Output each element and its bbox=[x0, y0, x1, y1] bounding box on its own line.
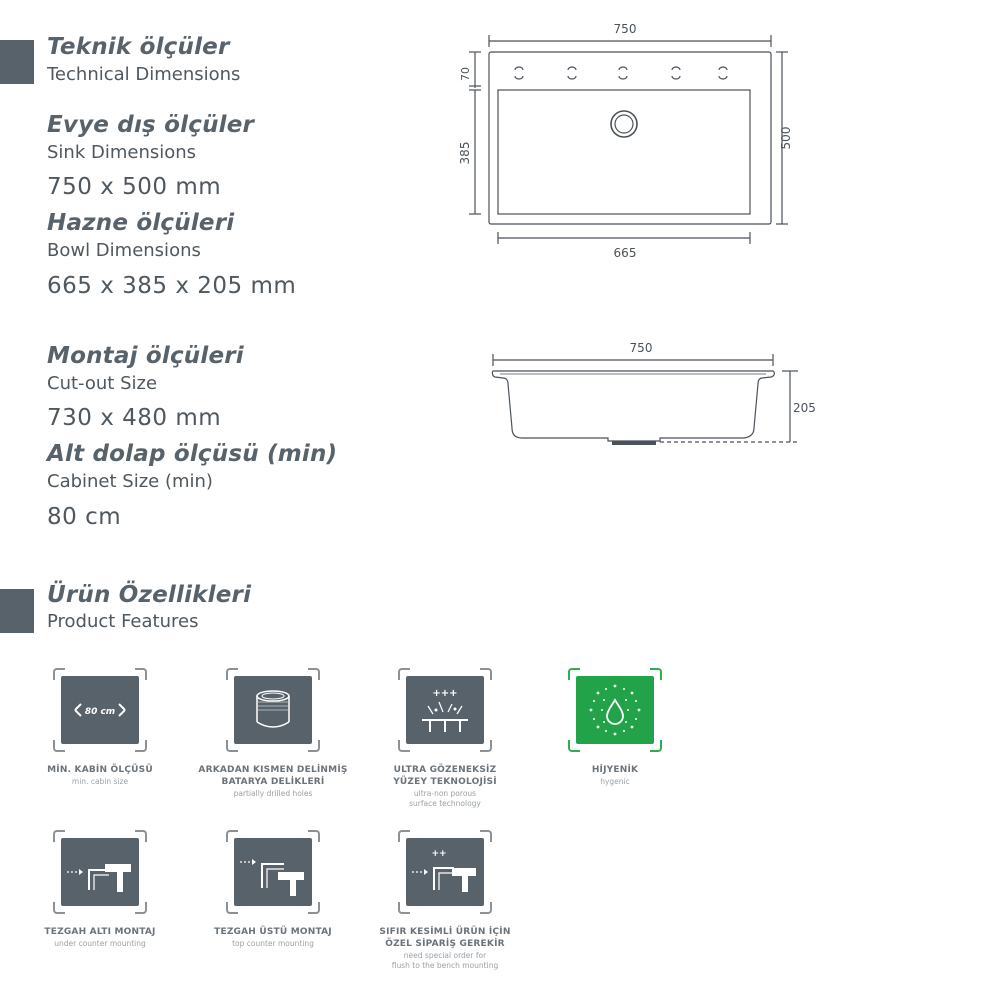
flush-mount-icon bbox=[406, 838, 484, 906]
features-subtitle: Product Features bbox=[47, 611, 199, 632]
feature-title: ARKADAN KISMEN DELİNMİŞ bbox=[198, 765, 348, 775]
sink-outline bbox=[489, 52, 771, 224]
feature-title: TEZGAH ÜSTÜ MONTAJ bbox=[214, 927, 332, 937]
feature-subtitle-line2: flush to the bench mounting bbox=[391, 961, 499, 970]
dim-side-width: 750 bbox=[629, 341, 653, 355]
sink-subtitle: Sink Dimensions bbox=[47, 142, 197, 163]
feature-title: TEZGAH ALTI MONTAJ bbox=[44, 927, 156, 937]
feature-title: HİJYENİK bbox=[591, 765, 639, 775]
dim-bowl-width: 665 bbox=[613, 246, 637, 260]
cutout-subtitle: Cut-out Size bbox=[47, 373, 158, 394]
cutout-title: Montaj ölçüleri bbox=[47, 343, 244, 369]
cutout-value: 730 x 480 mm bbox=[47, 405, 222, 431]
bowl-value: 665 x 385 x 205 mm bbox=[47, 273, 297, 299]
technical-subtitle: Technical Dimensions bbox=[47, 64, 241, 85]
cabinet-value: 80 cm bbox=[47, 504, 122, 530]
feature-title: SIFIR KESİMLİ ÜRÜN İÇİN bbox=[379, 927, 511, 937]
dim-top-width: 750 bbox=[613, 22, 637, 36]
feature-subtitle: partially drilled holes bbox=[233, 789, 313, 798]
feature-title: MİN. KABİN ÖLÇÜSÜ bbox=[47, 765, 153, 775]
cabinet-width-icon-text: 80 cm bbox=[84, 707, 116, 717]
bowl-title: Hazne ölçüleri bbox=[47, 210, 235, 236]
dim-height: 500 bbox=[779, 126, 793, 150]
sink-value: 750 x 500 mm bbox=[47, 174, 222, 200]
drain-inner bbox=[615, 115, 633, 133]
sink-side-view-drawing bbox=[492, 354, 798, 445]
feature-subtitle: top counter mounting bbox=[232, 939, 314, 948]
technical-title: Teknik ölçüler bbox=[47, 34, 230, 60]
dim-bowl-height: 385 bbox=[458, 141, 472, 165]
feature-subtitle: hygenic bbox=[600, 777, 630, 786]
cabinet-title: Alt dolap ölçüsü (min) bbox=[47, 441, 338, 467]
top-counter-icon bbox=[234, 838, 312, 906]
feature-subtitle: need special order for bbox=[403, 951, 487, 960]
dim-depth: 205 bbox=[793, 401, 816, 415]
under-counter-icon bbox=[61, 838, 139, 906]
feature-subtitle-line2: surface technology bbox=[409, 799, 481, 808]
sink-title: Evye dış ölçüler bbox=[47, 112, 255, 138]
cabinet-width-icon bbox=[61, 676, 139, 744]
features-title: Ürün Özellikleri bbox=[47, 582, 252, 608]
cabinet-subtitle: Cabinet Size (min) bbox=[47, 471, 213, 492]
dim-margin: 70 bbox=[459, 67, 472, 81]
feature-title-line2: YÜZEY TEKNOLOJİSİ bbox=[393, 777, 497, 787]
non-porous-icon bbox=[406, 676, 484, 744]
feature-subtitle: min. cabin size bbox=[71, 777, 129, 786]
feature-title-line2: BATARYA DELİKLERİ bbox=[221, 777, 325, 787]
feature-subtitle: under counter mounting bbox=[54, 939, 146, 948]
section-marker bbox=[0, 589, 34, 633]
drilled-holes-icon bbox=[234, 676, 312, 744]
bowl-subtitle: Bowl Dimensions bbox=[47, 240, 201, 261]
svg-text:++: ++ bbox=[431, 849, 447, 859]
faucet-hole-markers bbox=[515, 67, 727, 79]
feature-title: ULTRA GÖZENEKSİZ bbox=[393, 765, 497, 775]
hygienic-icon bbox=[576, 676, 654, 744]
svg-text:+++: +++ bbox=[432, 688, 458, 699]
feature-subtitle: ultra-non porous bbox=[413, 789, 477, 798]
bowl-outline bbox=[498, 90, 750, 214]
feature-title-line2: ÖZEL SİPARİŞ GEREKİR bbox=[385, 939, 505, 949]
